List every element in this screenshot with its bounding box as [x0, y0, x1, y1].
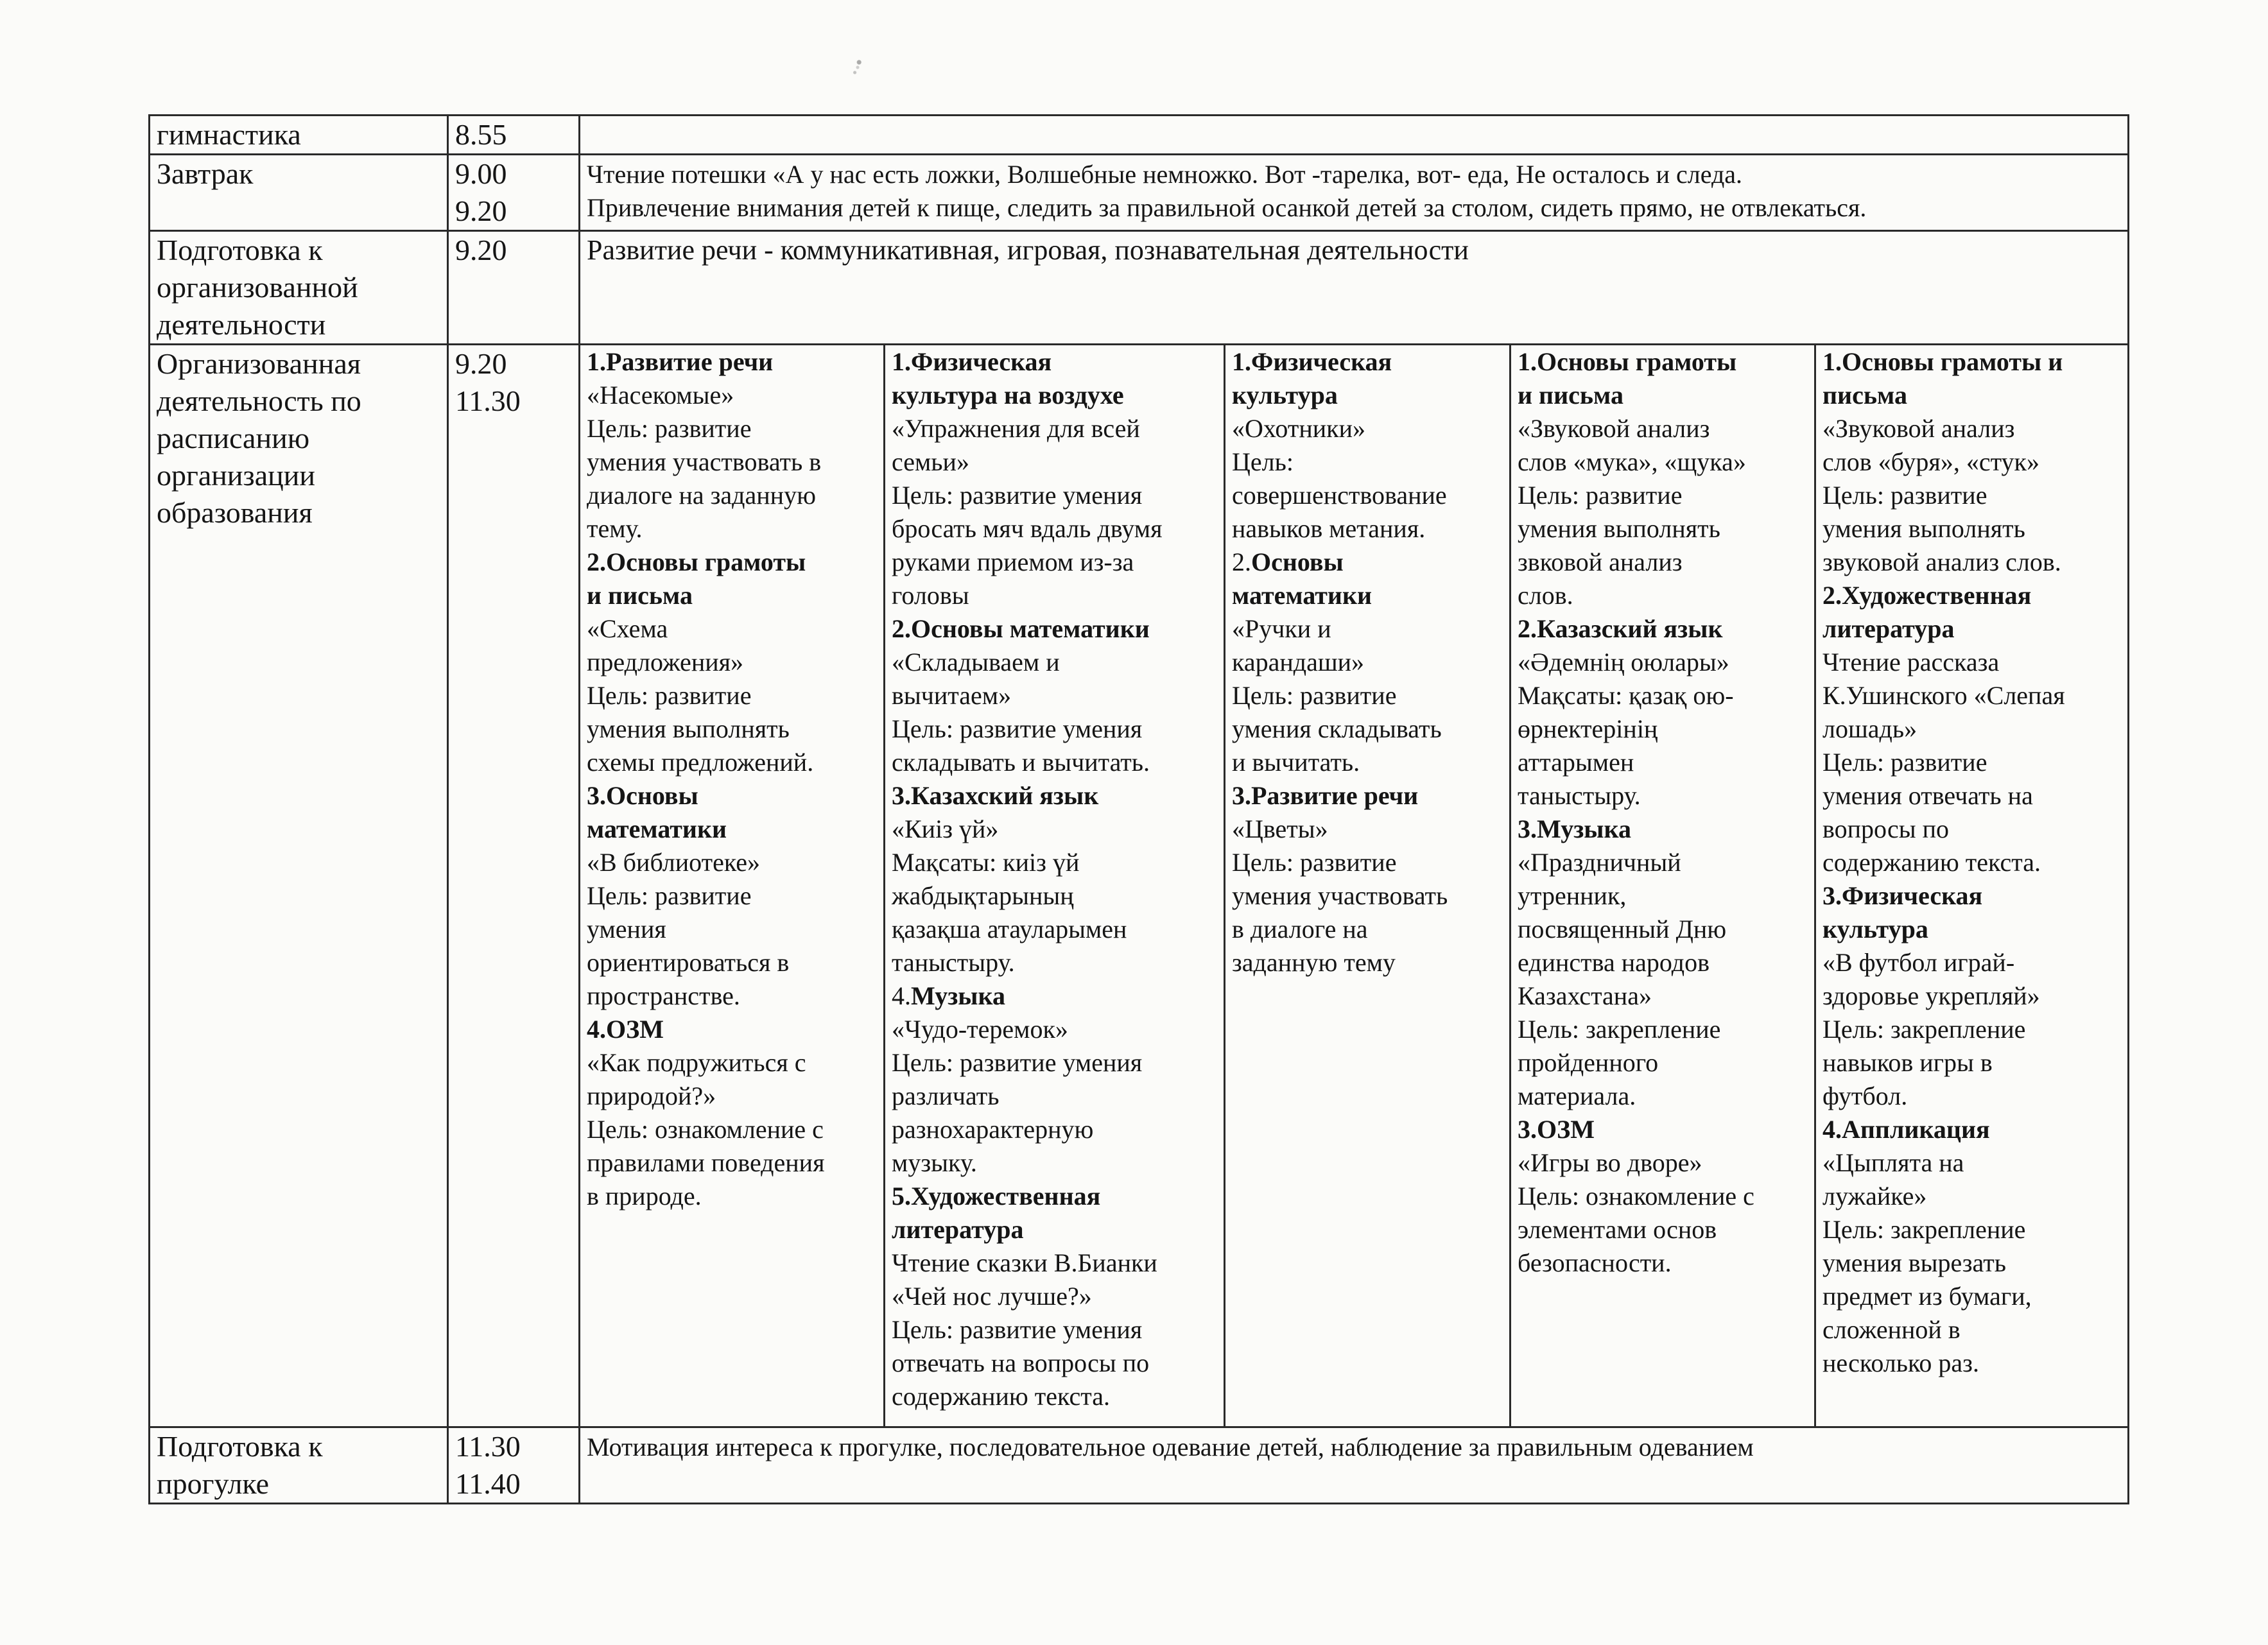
lesson-text: элементами основ	[1518, 1215, 1717, 1244]
lesson-text: Цель: ознакомление с	[587, 1115, 824, 1144]
lesson-text: бросать мяч вдаль двумя	[892, 514, 1163, 543]
subject-heading: 3.Физическая	[1822, 881, 1983, 910]
lesson-text: Цель: закрепление	[1822, 1015, 2026, 1044]
subject-heading: 1.Физическая	[1232, 347, 1392, 376]
subject-heading: 3.Основы	[587, 781, 698, 810]
lesson-text: и вычитать.	[1232, 748, 1360, 777]
time-cell: 11.30 11.40	[448, 1427, 580, 1504]
lesson-text: Чтение сказки В.Бианки	[892, 1248, 1157, 1277]
lesson-text: умения выполнять	[1518, 514, 1720, 543]
lesson-text: «Игры во дворе»	[1518, 1148, 1702, 1177]
activity-cell	[580, 116, 2129, 155]
subject-number: 4.	[892, 981, 911, 1010]
lesson-text: слов «мука», «щука»	[1518, 447, 1746, 476]
lesson-text: «Охотники»	[1232, 414, 1365, 443]
time-cell: 9.20	[448, 231, 580, 345]
lesson-text: слов «буря», «стук»	[1822, 447, 2039, 476]
lesson-text: Мақсаты: киіз үй	[892, 848, 1080, 877]
subject-heading: математики	[587, 814, 727, 843]
subject-heading: 1.Основы грамоты	[1518, 347, 1737, 376]
lesson-text: умения выполнять	[1822, 514, 2025, 543]
lesson-text: умения складывать	[1232, 714, 1442, 743]
lesson-text: К.Ушинского «Слепая	[1822, 681, 2065, 710]
subject-heading: 2.Основы грамоты	[587, 547, 806, 576]
lesson-text: предложения»	[587, 648, 744, 676]
subject-heading: литература	[892, 1215, 1024, 1244]
lesson-text: Цель: закрепление	[1518, 1015, 1721, 1044]
day-cell-2	[885, 345, 1225, 1427]
lesson-text: Мақсаты: қазақ ою-	[1518, 681, 1734, 710]
regime-cell: Подготовка к организованной деятельности	[150, 231, 448, 345]
lesson-text: «Упражнения для всей	[892, 414, 1140, 443]
lesson-text: отвечать на вопросы по	[892, 1348, 1150, 1377]
subject-heading: 2.Художественная	[1822, 581, 2032, 610]
subject-heading: 1.Физическая	[892, 347, 1052, 376]
lesson-text: Цель:	[1232, 447, 1294, 476]
subject-number: 2.	[1232, 547, 1251, 576]
lesson-text: посвященный Дню	[1518, 915, 1727, 943]
lesson-text: умения участвовать в	[587, 447, 822, 476]
lesson-text: Цель: развитие	[1822, 481, 1987, 510]
schedule-table	[148, 114, 2129, 1504]
subject-heading: и письма	[1518, 381, 1624, 409]
row-breakfast	[150, 155, 2129, 231]
lesson-text: умения участвовать	[1232, 881, 1448, 910]
lesson-text: складывать и вычитать.	[892, 748, 1150, 777]
lesson-text: «Складываем и	[892, 648, 1060, 676]
lesson-text: семьи»	[892, 447, 969, 476]
activity-cell: Мотивация интереса к прогулке, последовательное одевание детей, наблюдение за правильным одеванием	[580, 1427, 2129, 1504]
lesson-text: умения выполнять	[587, 714, 790, 743]
lesson-text: пространстве.	[587, 981, 740, 1010]
lesson-text: различать	[892, 1081, 1000, 1110]
lesson-text: «В футбол играй-	[1822, 948, 2015, 977]
lesson-text: Цель: развитие умения	[892, 481, 1143, 510]
lesson-text: «Схема	[587, 614, 668, 643]
lesson-text: лужайке»	[1822, 1182, 1927, 1210]
lesson-text: умения	[587, 915, 666, 943]
subject-heading: 5.Художественная	[892, 1182, 1101, 1210]
lesson-text: «Цветы»	[1232, 814, 1328, 843]
lesson-text: Цель: развитие	[1518, 481, 1683, 510]
lesson-text: карандаши»	[1232, 648, 1365, 676]
lesson-text: лошадь»	[1822, 714, 1917, 743]
lesson-text: слов.	[1518, 581, 1573, 610]
lesson-text: «Праздничный	[1518, 848, 1681, 877]
lesson-text: умения вырезать	[1822, 1248, 2006, 1277]
lesson-text: содержанию текста.	[1822, 848, 2041, 877]
activity-cell: Чтение потешки «А у нас есть ложки, Волшебные немножко. Вот -тарелка, вот- еда, Не осталось и следа. Привлечение внимания детей к пище, следить за правильной осанкой детей за столом, сидеть прямо, не отвлекаться.	[580, 155, 2129, 231]
lesson-text: утренник,	[1518, 881, 1627, 910]
lesson-text: несколько раз.	[1822, 1348, 1979, 1377]
lesson-text: таныстыру.	[892, 948, 1015, 977]
time-cell: 8.55	[448, 116, 580, 155]
lesson-text: «Әдемнің оюлары»	[1518, 648, 1729, 676]
lesson-text: головы	[892, 581, 969, 610]
lesson-text: аттарымен	[1518, 748, 1634, 777]
lesson-text: в природе.	[587, 1182, 702, 1210]
lesson-text: Цель: развитие умения	[892, 714, 1143, 743]
lesson-text: Цель: развитие	[587, 681, 752, 710]
lesson-text: природой?»	[587, 1081, 716, 1110]
lesson-text: музыку.	[892, 1148, 977, 1177]
lesson-text: Цель: развитие	[587, 881, 752, 910]
lesson-text: Цель: развитие умения	[892, 1315, 1143, 1344]
subject-heading: культура	[1822, 915, 1928, 943]
lesson-text: «Звуковой анализ	[1822, 414, 2015, 443]
lesson-text: пройденного	[1518, 1048, 1659, 1077]
subject-heading: Музыка	[911, 981, 1005, 1010]
lesson-text: Цель: развитие умения	[892, 1048, 1143, 1077]
lesson-text: Чтение рассказа	[1822, 648, 2000, 676]
lesson-text: звковой анализ	[1518, 547, 1683, 576]
lesson-text: ориентироваться в	[587, 948, 790, 977]
day-cell-3	[1225, 345, 1511, 1427]
lesson-text: сложенной в	[1822, 1315, 1961, 1344]
day-cell-5	[1815, 345, 2129, 1427]
lesson-text: Цель: ознакомление с	[1518, 1182, 1754, 1210]
lesson-text: таныстыру.	[1518, 781, 1641, 810]
day-cell-4	[1511, 345, 1815, 1427]
day-cell-1	[580, 345, 885, 1427]
lesson-text: «Чей нос лучше?»	[892, 1282, 1092, 1311]
activity-cell: Развитие речи - коммуникативная, игровая, познавательная деятельности	[580, 231, 2129, 345]
row-gymnastics	[150, 116, 2129, 155]
lesson-text: Цель: развитие	[587, 414, 752, 443]
lesson-text: Цель: развитие	[1232, 681, 1397, 710]
lesson-text: «Цыплята на	[1822, 1148, 1964, 1177]
lesson-text: материала.	[1518, 1081, 1636, 1110]
lesson-text: «Киіз үй»	[892, 814, 999, 843]
regime-cell: Завтрак	[150, 155, 448, 231]
row-preparation	[150, 231, 2129, 345]
lesson-text: Цель: развитие	[1822, 748, 1987, 777]
subject-heading: 1.Основы грамоты и	[1822, 347, 2063, 376]
lesson-text: өрнектерінің	[1518, 714, 1658, 743]
subject-heading: 2.Казазский язык	[1518, 614, 1723, 643]
subject-heading: математики	[1232, 581, 1372, 610]
subject-heading: 3.Развитие речи	[1232, 781, 1419, 810]
lesson-text: звуковой анализ слов.	[1822, 547, 2061, 576]
time-cell: 9.20 11.30	[448, 345, 580, 1427]
lesson-text: заданную тему	[1232, 948, 1396, 977]
lesson-text: совершенствование	[1232, 481, 1447, 510]
lesson-text: «Насекомые»	[587, 381, 734, 409]
lesson-text: тему.	[587, 514, 643, 543]
scan-smudge	[851, 55, 865, 80]
regime-cell: Организованная деятельность по расписанию организации образования	[150, 345, 448, 1427]
subject-heading: Основы	[1251, 547, 1344, 576]
lesson-text: вопросы по	[1822, 814, 1950, 843]
lesson-text: умения отвечать на	[1822, 781, 2033, 810]
lesson-text: Казахстана»	[1518, 981, 1652, 1010]
lesson-text: здоровье укрепляй»	[1822, 981, 2040, 1010]
lesson-text: вычитаем»	[892, 681, 1012, 710]
lesson-text: навыков игры в	[1822, 1048, 1993, 1077]
subject-heading: литература	[1822, 614, 1955, 643]
lesson-text: «Как подружиться с	[587, 1048, 806, 1077]
lesson-text: навыков метания.	[1232, 514, 1426, 543]
subject-heading: 3.ОЗМ	[1518, 1115, 1595, 1144]
subject-heading-line	[1232, 546, 1503, 579]
lesson-text: в диалоге на	[1232, 915, 1368, 943]
lesson-text: «Чудо-теремок»	[892, 1015, 1068, 1044]
lesson-text: «Звуковой анализ	[1518, 414, 1710, 443]
regime-cell: гимнастика	[150, 116, 448, 155]
lesson-text: Цель: развитие	[1232, 848, 1397, 877]
lesson-text: безопасности.	[1518, 1248, 1672, 1277]
lesson-text: правилами поведения	[587, 1148, 825, 1177]
lesson-text: разнохарактерную	[892, 1115, 1094, 1144]
subject-heading: 4.ОЗМ	[587, 1015, 664, 1044]
subject-heading: 3.Казахский язык	[892, 781, 1099, 810]
subject-heading: 1.Развитие речи	[587, 347, 774, 376]
lesson-text: диалоге на заданную	[587, 481, 816, 510]
lesson-text: жабдықтарының	[892, 881, 1074, 910]
lesson-text: футбол.	[1822, 1081, 1908, 1110]
subject-heading: культура	[1232, 381, 1338, 409]
subject-heading: письма	[1822, 381, 1907, 409]
lesson-text: «Ручки и	[1232, 614, 1331, 643]
lesson-text: единства народов	[1518, 948, 1710, 977]
subject-heading: 2.Основы математики	[892, 614, 1150, 643]
subject-heading: культура на воздухе	[892, 381, 1124, 409]
lesson-text: содержанию текста.	[892, 1382, 1110, 1411]
lesson-text: предмет из бумаги,	[1822, 1282, 2032, 1311]
lesson-text: Цель: закрепление	[1822, 1215, 2026, 1244]
lesson-text: схемы предложений.	[587, 748, 814, 777]
subject-heading: и письма	[587, 581, 693, 610]
row-organized-activity	[150, 345, 2129, 1427]
lesson-text: «В библиотеке»	[587, 848, 761, 877]
row-walk-preparation	[150, 1427, 2129, 1504]
time-cell: 9.00 9.20	[448, 155, 580, 231]
subject-heading-line	[892, 979, 1217, 1013]
subject-heading: 4.Аппликация	[1822, 1115, 1990, 1144]
lesson-text: руками приемом из-за	[892, 547, 1134, 576]
regime-cell: Подготовка к прогулке	[150, 1427, 448, 1504]
subject-heading: 3.Музыка	[1518, 814, 1631, 843]
lesson-text: қазақша атауларымен	[892, 915, 1127, 943]
